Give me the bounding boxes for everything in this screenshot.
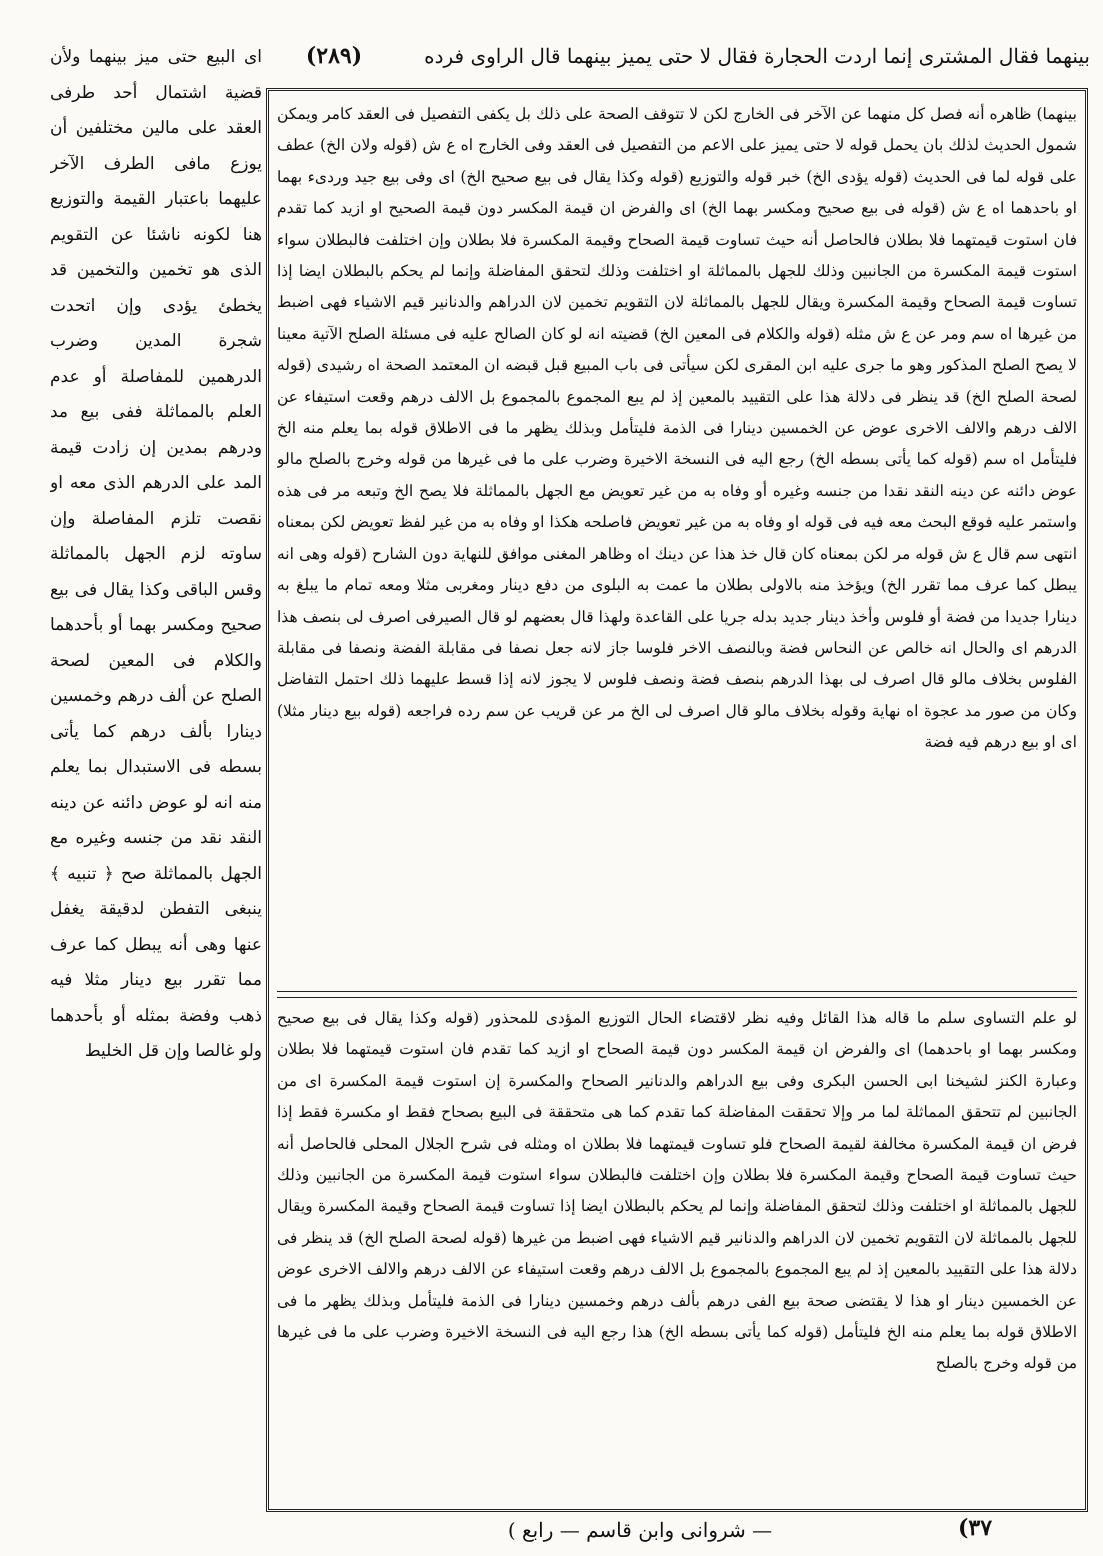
- running-header: بينهما فقال المشترى إنما اردت الحجارة فقال لا حتى يميز بينهما قال الراوى فرده: [424, 44, 1090, 68]
- commentary-bottom: لو علم التساوى سلم ما قاله هذا القائل وفيه نظر لاقتضاء الحال التوزيع المؤدى للمحذور (قوله وكذا يقال فى بيع صحيح ومكسر بهما او باحدهما) اى والفرض ان قيمة المكسر دون قيمة الصحاح او ازيد كما تقدم فان استوت قيمتهما فلا بطلان وعبارة الكنز لشيخنا ابى الحسن البكرى وفى بيع الدراهم والدنانير الصحاح والمكسرة إن استوت قيمة المكسرة اى من الجانبين لم تتحقق المماثلة لما مر وإلا تحققت المفاضلة كما تقدم كما هى متحققة فى البيع بصحاح فقط او مكسرة فقط إذا فرض ان قيمة المكسرة مخالفة لقيمة الصحاح فلو تساوت قيمتهما فلا بطلان اه ومثله فى شرح الجلال المحلى فالحاصل أنه حيث تساوت قيمة الصحاح وقيمة المكسرة فلا بطلان وإن اختلفت فالبطلان سواء استوت قيمة المكسرة من الجانبين وذلك للجهل بالمماثلة او اختلفت وذلك لتحقق المفاضلة وإنما لم يحكم بالبطلان ايضا إذا تساوت قيمة الصحاح وقيمة المكسرة ويقال للجهل بالمماثلة لان التقويم تخمين لان الدراهم والدنانير قيم الاشياء فهى اضبط من غيرها (قوله لصحة الصلح الخ) قد ينظر فى دلالة هذا على التقييد بالمعين إذ لم يبع المجموع بالمجموع بل الالف درهم وقعت استيفاء عن الالف درهم والالف الاخرى عوض عن الخمسين دينار او هذا لا يقتضى صحة بيع الفى درهم بألف درهم وخمسين دينارا فى الذمة فليتأمل وبذلك يظهر ما فى الاطلاق قوله بما يعلم منه الخ فليتأمل (قوله كما يأتى بسطه الخ) هذا رجع اليه فى النسخة الاخيرة وضرب على ما فى غيرها من قوله وخرج بالصلح: [277, 1009, 1077, 1373]
- page-number: (٢٨٩): [305, 43, 363, 69]
- section-divider: [277, 991, 1077, 998]
- commentary-top: بينهما) ظاهره أنه فصل كل منهما عن الآخر فى الخارج لكن لا تتوقف الصحة على ذلك بل يكفى التفصيل فى العقد كامر ويمكن شمول الحديث لذلك بان يحمل قوله لا حتى يميز على الاعم من التفصيل فى العقد وفى الخارج اه ع ش (قوله ولان الخ) عطف على قوله لما فى الحديث (قوله يؤدى الخ) خبر قوله والتوزيع (قوله وكذا يقال فى بيع صحيح الخ) اى وفى بيع جيد وردىء بهما او باحدهما اه ع ش (قوله فى بيع صحيح ومكسر بهما الخ) اى والفرض ان قيمة المكسر دون قيمة الصحيح او ازيد كما تقدم فان استوت قيمتهما فلا بطلان فالحاصل أنه حيث تساوت قيمة الصحاح وقيمة المكسرة فلا بطلان وإن اختلفت فالبطلان سواء استوت قيمة المكسرة من الجانبين وذلك للجهل بالمماثلة او اختلفت وذلك لتحقق المفاضلة وإنما لم يحكم بالبطلان ايضا إذا تساوت قيمة الصحاح وقيمة المكسرة ويقال للجهل بالمماثلة لان التقويم تخمين لان الدراهم والدنانير قيم الاشياء فهى اضبط من غيرها اه سم ومر عن ع ش مثله (قوله والكلام فى المعين الخ) قضيته انه لو كان الصالح عليه فى مسئلة الصلح الآتية معينا لا يصح الصلح المذكور وهو ما جرى عليه ابن المقرى لكن سيأتى فى باب المبيع قبل قبضه ان المعتمد الصحة اه رشيدى (قوله لصحة الصلح الخ) قد ينظر فى دلالة هذا على التقييد بالمعين إذ لم يبع المجموع بالمجموع بل الالف درهم وقعت استيفاء عن الالف درهم والالف الاخرى عوض عن الخمسين دينارا فى الذمة فليتأمل وبذلك يظهر ما فى الاطلاق قوله بما يعلم منه الخ فليتأمل اه سم (قوله كما يأتى بسطه الخ) رجع اليه فى النسخة الاخيرة وضرب على ما فى غيرها من قوله وخرج بالصلح مالو عوض دائنه عن دينه النقد نقدا من جنسه وغيره أو وفاه به من غير تعويض مع الجهل بالمماثلة فلا يصح الخ وتبعه مر فى هذه واستمر عليه فوقع البحث معه فيه فى قوله او وفاه به من غير تعويض فاصلحه هكذا او وفاه به من غير لفظ تعويض لكن بمعناه انتهى سم قال ع ش قوله مر لكن بمعناه كان قال خذ هذا عن دينك اه وظاهر المغنى موافق للنهاية دون الشارح (قوله وهى انه يبطل كما عرف مما تقرر الخ) ويؤخذ منه بالاولى بطلان ما عمت به البلوى من دفع دينار ومغربى مثلا ومعه تمام ما يبلغ به دينارا جديدا من فضة أو فلوس وأخذ دينار جديد بدله جريا على القاعدة ولهذا قال بعضهم لو قال الصيرفى اصرف لى بنصف هذا الدرهم اى والحال انه خالص عن النحاس فضة وبالنصف الاخر فلوسا جاز لانه جعل نصفا فى مقابلة الفضة ونصفا فى مقابلة الفلوس بخلاف مالو قال اصرف لى بهذا الدرهم بنصف فضة ونصف فلوس لا يجوز لانه إذا قسط عليهما ذلك احتمل التفاضل وكان من صور مد عجوة اه نهاية وقوله بخلاف مالو قال اصرف لى الخ مر عن قريب عن سم رده فراجعه (قوله بيع دينار مثلا) اى او بيع درهم فيه فضة: [277, 105, 1077, 752]
- signature-number: (٣٧: [957, 1515, 993, 1541]
- margin-text: اى البيع حتى ميز بينهما ولأن قضية اشتمال أحد طرفى العقد على مالين مختلفين أن يوزع مافى الطرف الآخر عليهما باعتبار القيمة والتوزيع هنا لكونه ناشئا عن التقويم الذى هو تخمين والتخمين قد يخطئ يؤدى وإن اتحدت شجرة المدين وضرب الدرهمين للمفاصلة أو عدم العلم بالمماثلة ففى بيع مد ودرهم بمدين إن زادت قيمة المد على الدرهم الذى معه او نقصت تلزم المفاصلة وإن ساوته لزم الجهل بالمماثلة وقس الباقى وكذا يقال فى بيع صحيح ومكسر بهما أو بأحدهما والكلام فى المعين لصحة الصلح عن ألف درهم وخمسين دينارا بألف درهم كما يأتى بسطه فى الاستبدال بما يعلم منه انه لو عوض دائنه عن دينه النقد نقد من جنسه وغيره مع الجهل بالمماثلة صح ﴿ تنبيه ﴾ ينبغى التفطن لدقيقة يغفل عنها وهى أنه يبطل كما عرف مما تقرر بيع دينار مثلا فيه ذهب وفضة بمثله أو بأحدهما ولو غالصا وإن قل الخليط: [50, 47, 262, 1061]
- commentary-frame: [266, 88, 1088, 1512]
- signature-text: — شروانى وابن قاسم — رابع ): [507, 1518, 773, 1542]
